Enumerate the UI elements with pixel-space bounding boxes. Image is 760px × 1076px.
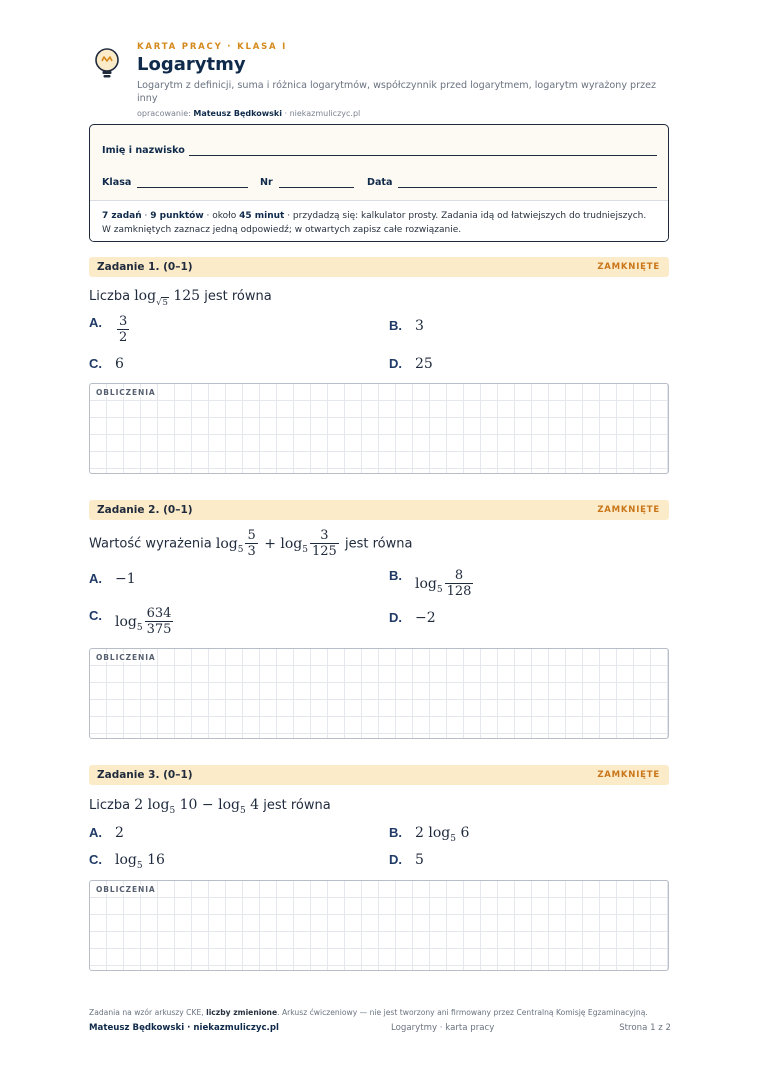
task-2-expression: $\log_5$ $\frac{5}{3}$ + $\log_5$ $\frac{3}{125}$	[215, 528, 337, 559]
number-label: Nr	[260, 177, 273, 188]
task-2-question: Wartość wyrażenia $\log_5$ $\frac{5}{3}$ + $\log_5$ $\frac{3}{125}$ jest równa	[89, 528, 413, 559]
author-name: Mateusz Będkowski	[193, 109, 282, 118]
task-1-option-a-value: $\frac{3}{2}$	[119, 314, 128, 345]
page-subtitle: Logarytm z definicji, suma i różnica logarytmów, współczynnik przed logarytmem, logarytm wyrażony przez inny	[137, 80, 657, 104]
task-2-option-a-value: −1	[115, 571, 136, 587]
task-3-option-a[interactable]: A. 2	[89, 825, 124, 841]
date-field[interactable]	[398, 187, 657, 188]
task-2-header	[89, 500, 669, 520]
task-1-question: Liczba log√5 125 jest równa	[89, 288, 272, 308]
task-3-option-b-value: 2 $\log_5 6$	[415, 825, 470, 844]
footer-note: Zadania na wzór arkuszy CKE, liczby zmienione. Arkusz ćwiczeniowy — nie jest tworzony ani firmowany przez Centralną Komisję Egzaminacyjną.	[89, 1008, 648, 1017]
task-3-option-a-value: 2	[115, 825, 124, 841]
name-field[interactable]	[189, 155, 657, 156]
worksheet-kicker: KARTA PRACY · KLASA I	[137, 42, 288, 52]
task-2-option-c-value: $\log_5$ $\frac{634}{375}$	[115, 606, 172, 637]
task-3-option-b[interactable]: B. 2 $\log_5 6$	[389, 825, 470, 844]
lightbulb-icon	[90, 45, 126, 81]
work-area-label: OBLICZENIA	[96, 388, 156, 397]
author-site: · niekazmuliczyc.pl	[281, 109, 361, 118]
task-1-option-a[interactable]: A. $\frac{3}{2}$	[89, 314, 128, 345]
task-3-work-area[interactable]	[89, 880, 669, 971]
task-2-option-b[interactable]: $B.\log_5$ $\frac{8}{128}$	[389, 568, 475, 599]
info-instructions: · przydadzą się: kalkulator prosty. Zadania idą od łatwiejszych do trudniejszych. W zamkniętych zaznacz jedną odpowiedź; w otwartych zapisz całe rozwiązanie.	[102, 211, 647, 235]
task-3-header	[89, 765, 669, 785]
task-1-option-b[interactable]: B. 3	[389, 318, 424, 334]
info-tasks: 7 zadań	[102, 211, 142, 221]
task-2-type: ZAMKNIĘTE	[597, 505, 660, 515]
class-label: Klasa	[102, 177, 132, 188]
task-1-option-d-value: 25	[415, 356, 433, 372]
task-1-option-c-value: 6	[115, 356, 124, 372]
task-3-type: ZAMKNIĘTE	[597, 770, 660, 780]
task-3-option-d-value: 5	[415, 852, 424, 868]
task-3-title: Zadanie 3. (0–1)	[97, 769, 193, 781]
worksheet-info	[90, 200, 668, 242]
class-field[interactable]	[137, 187, 248, 188]
task-3-option-c-value: $\log_5 16$	[115, 852, 165, 871]
work-area-label: OBLICZENIA	[96, 653, 156, 662]
footer-doc-title: Logarytmy · karta pracy	[391, 1023, 495, 1033]
page-number: Strona 1 z 2	[619, 1023, 671, 1033]
task-2-title: Zadanie 2. (0–1)	[97, 504, 193, 516]
task-1-option-c[interactable]: C. 6	[89, 356, 124, 372]
task-2-option-d[interactable]: D. −2	[389, 610, 436, 626]
author-prefix: opracowanie:	[137, 109, 191, 118]
task-1-title: Zadanie 1. (0–1)	[97, 261, 193, 273]
task-3-question: Liczba 2 $\log_5 10 - \log_5 4$ jest równa	[89, 797, 331, 816]
task-3-option-c[interactable]: C. $\log_5 16$	[89, 852, 165, 871]
task-3-option-d[interactable]: D. 5	[389, 852, 424, 868]
task-2-work-area[interactable]	[89, 648, 669, 739]
page-header	[90, 42, 670, 118]
info-separator: ·	[141, 211, 151, 221]
date-label: Data	[367, 177, 393, 188]
footer-author: Mateusz Będkowski · niekazmuliczyc.pl	[89, 1023, 279, 1033]
task-1-option-b-value: 3	[415, 318, 424, 334]
task-2-option-d-value: −2	[415, 610, 436, 626]
task-1-option-d[interactable]: D. 25	[389, 356, 433, 372]
work-area-label: OBLICZENIA	[96, 885, 156, 894]
task-1-work-area[interactable]	[89, 383, 669, 474]
page-title: Logarytmy	[137, 54, 246, 75]
name-label: Imię i nazwisko	[102, 145, 185, 156]
student-info-box	[89, 124, 669, 242]
number-field[interactable]	[279, 187, 354, 188]
task-1-type: ZAMKNIĘTE	[597, 262, 660, 272]
task-1-header	[89, 257, 669, 277]
info-time: 45 minut	[239, 211, 285, 221]
task-3-expression: 2 $\log_5 10 - \log_5 4$	[134, 797, 260, 816]
info-time-prefix: · około	[203, 211, 240, 221]
task-2-option-c[interactable]: C. $\log_5$ $\frac{634}{375}$	[89, 606, 175, 637]
info-points: 9 punktów	[150, 211, 204, 221]
task-2-option-b-value: $\log_5$ $\frac{8}{128}$	[415, 568, 472, 599]
author-line	[137, 109, 670, 118]
task-2-option-a[interactable]: A. −1	[89, 571, 136, 587]
task-1-expression: log√5 125	[134, 288, 201, 308]
